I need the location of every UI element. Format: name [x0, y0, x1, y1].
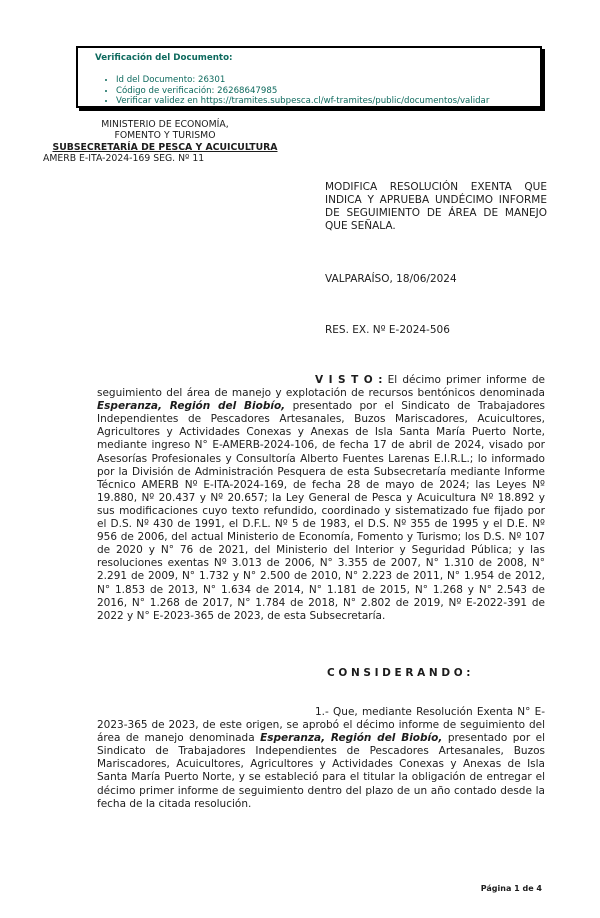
considerando-heading: C O N S I D E R A N D O : — [327, 667, 471, 679]
verification-item-url: • Verificar validez en https://tramites.subpesca.cl/wf-tramites/public/documentos/validar — [116, 96, 489, 107]
visto-paragraph — [97, 374, 545, 623]
considerando-1-part1: 1.- Que, mediante Resolución Exenta N° E-2023-365 de 2023, de este origen, se aprobó el décimo informe de seguimiento del área de manejo denominada — [97, 706, 545, 745]
resolution-subject-title: MODIFICA RESOLUCIÓN EXENTA QUE INDICA Y APRUEBA UNDÉCIMO INFORME DE SEGUIMIENTO DE ÁREA DE MANEJO QUE SEÑALA. — [325, 181, 547, 233]
considerando-1-area-name: Esperanza, Región del Biobío, — [260, 732, 443, 745]
place-and-date: VALPARAÍSO, 18/06/2024 — [325, 273, 457, 285]
ministry-line-1: MINISTERIO DE ECONOMÍA, — [101, 119, 229, 130]
verification-list — [102, 75, 489, 107]
page-number-indicator: Página 1 de 4 — [480, 884, 542, 893]
subsecretaria-line: SUBSECRETARÍA DE PESCA Y ACUICULTURA — [52, 141, 278, 153]
visto-text-part2: presentado por el Sindicato de Trabajadores Independientes de Pescadores Artesanales, Buzos Mariscadores, Acuicultores, Agricultores y Actividades Conexas y Anexas de Isla Santa María Puerto Norte, mediante ingreso N° E-AMERB-2024-106, de fecha 17 de abril de 2024, visado por Asesorías Profesionales y Consultoría Alberto Fuentes Larenas E.I.R.L.; lo informado por la División de Administración Pesquera de esta Subsecretaría mediante Informe Técnico AMERB Nº E-ITA-2024-169, de fecha 28 de mayo de 2024; las Leyes Nº 19.880, Nº 20.437 y Nº 20.657; la Ley General de Pesca y Acuicultura Nº 18.892 y sus modificaciones cuyo texto refundido, coordinado y sistematizado fue fijado por el D.S. Nº 430 de 1991, el D.F.L. Nº 5 de 1983, el D.S. Nº 355 de 1995 y el D.E. Nº 956 de 2006, del actual Ministerio de Economía, Fomento y Turismo; los D.S. Nº 107 de 2020 y N° 76 de 2021, del Ministerio del Interior y Seguridad Pública; y las resoluciones exentas Nº 3.013 de 2006, N° 3.355 de 2007, N° 1.310 de 2008, N° 2.291 de 2009, N° 1.732 y N° 2.500 de 2010, N° 2.223 de 2011, N° 1.954 de 2012, N° 1.853 de 2013, N° 1.634 de 2014, N° 1.181 de 2015, N° 1.268 y N° 2.543 de 2016, N° 1.268 de 2017, N° 1.784 de 2018, N° 2.802 de 2019, Nº E-2022-391 de 2022 y N° E-2023-365 de 2023, de esta Subsecretaría. — [97, 400, 545, 622]
visto-area-name: Esperanza, Región del Biobío, — [97, 400, 286, 413]
resolution-number: RES. EX. Nº E-2024-506 — [325, 324, 450, 336]
ministry-line-2: FOMENTO Y TURISMO — [114, 130, 216, 142]
considerando-1-part2: presentado por el Sindicato de Trabajadores Independientes de Pescadores Artesanales, Buzos Mariscadores, Acuicultores, Agricultores y Actividades Conexas y Anexas de Isla Santa María Puerto Norte, y se estableció para el titular la obligación de entregar el décimo primer informe de seguimiento dentro del plazo de un año contado desde la fecha de la citada resolución. — [97, 732, 545, 810]
ministry-letterhead — [31, 119, 299, 165]
verification-item-document-id: • Id del Documento: 26301 — [116, 75, 489, 86]
verification-box-title: Verificación del Documento: — [95, 53, 233, 63]
considerando-item-1 — [97, 706, 545, 811]
visto-text-part1: El décimo primer informe de seguimiento del área de manejo y explotación de recursos bentónicos denominada — [97, 374, 545, 400]
amerb-reference-line: AMERB E-ITA-2024-169 SEG. Nº 11 — [43, 153, 205, 165]
verification-item-code: • Código de verificación: 26268647985 — [116, 86, 489, 97]
verification-box — [76, 46, 542, 108]
visto-label: V I S T O : — [315, 374, 383, 386]
